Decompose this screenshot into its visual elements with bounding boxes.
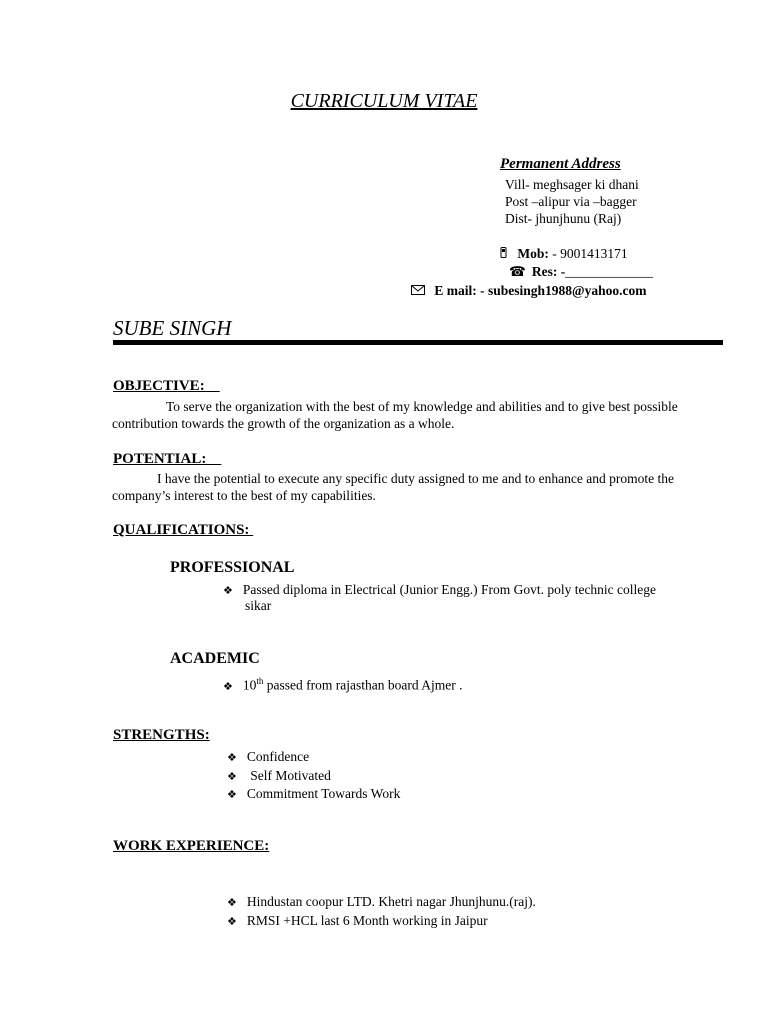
- email-value[interactable]: subesingh1988@yahoo.com: [488, 283, 647, 298]
- list-item: ❖ 10th passed from rajasthan board Ajmer .: [223, 676, 463, 693]
- document-title: CURRICULUM VITAE: [290, 90, 478, 112]
- list-item: ❖ Self Motivated: [227, 768, 331, 783]
- list-item-continuation: sikar: [245, 598, 272, 613]
- diamond-bullet-icon: ❖: [227, 770, 237, 783]
- diamond-bullet-icon: ❖: [227, 751, 237, 764]
- address-heading: Permanent Address: [500, 156, 621, 172]
- diamond-bullet-icon: ❖: [227, 788, 237, 801]
- qualifications-heading: QUALIFICATIONS:: [113, 522, 254, 538]
- diamond-bullet-icon: ❖: [223, 584, 233, 597]
- candidate-name: SUBE SINGH: [113, 316, 232, 340]
- email-icon: [411, 283, 428, 298]
- mobile-value: - 9001413171: [548, 246, 628, 261]
- list-item: ❖ Passed diploma in Electrical (Junior Engg.) From Govt. poly technic college: [223, 582, 657, 597]
- diamond-bullet-icon: ❖: [227, 896, 237, 909]
- list-item: ❖ Confidence: [227, 749, 310, 764]
- address-line-village: Vill- meghsager ki dhani: [505, 177, 639, 192]
- list-item: ❖ Commitment Towards Work: [227, 786, 401, 801]
- residence-label: Res: -: [531, 264, 566, 279]
- mobile-phone-icon: [500, 246, 511, 261]
- potential-text: I have the potential to execute any specific duty assigned to me and to enhance and promote the company’s interest to the best of my capabilities.: [112, 471, 674, 503]
- address-line-district: Dist- jhunjhunu (Raj): [505, 211, 622, 226]
- residence-contact: [509, 264, 653, 280]
- objective-heading: OBJECTIVE:: [113, 378, 220, 394]
- mobile-label: Mob:: [517, 246, 549, 261]
- academic-subheading: ACADEMIC: [170, 650, 260, 667]
- residence-value: _____________: [565, 264, 653, 279]
- strengths-heading: STRENGTHS:: [113, 727, 210, 743]
- mobile-contact: [500, 246, 628, 262]
- email-contact: [411, 283, 646, 299]
- address-line-post: Post –alipur via –bagger: [505, 194, 637, 209]
- diamond-bullet-icon: ❖: [223, 679, 233, 693]
- email-label: E mail: -: [434, 283, 488, 298]
- list-item: ❖ Hindustan coopur LTD. Khetri nagar Jhunjhunu.(raj).: [227, 894, 536, 909]
- objective-text: To serve the organization with the best of my knowledge and abilities and to give best possible contribution towards the growth of the organization as a whole.: [112, 399, 678, 431]
- work-experience-heading: WORK EXPERIENCE:: [113, 838, 270, 854]
- professional-subheading: PROFESSIONAL: [170, 559, 295, 576]
- diamond-bullet-icon: ❖: [227, 915, 237, 928]
- telephone-icon: ☎: [509, 264, 526, 279]
- list-item: ❖ RMSI +HCL last 6 Month working in Jaipur: [227, 913, 488, 928]
- potential-heading: POTENTIAL:: [113, 451, 222, 467]
- name-divider: [113, 340, 723, 345]
